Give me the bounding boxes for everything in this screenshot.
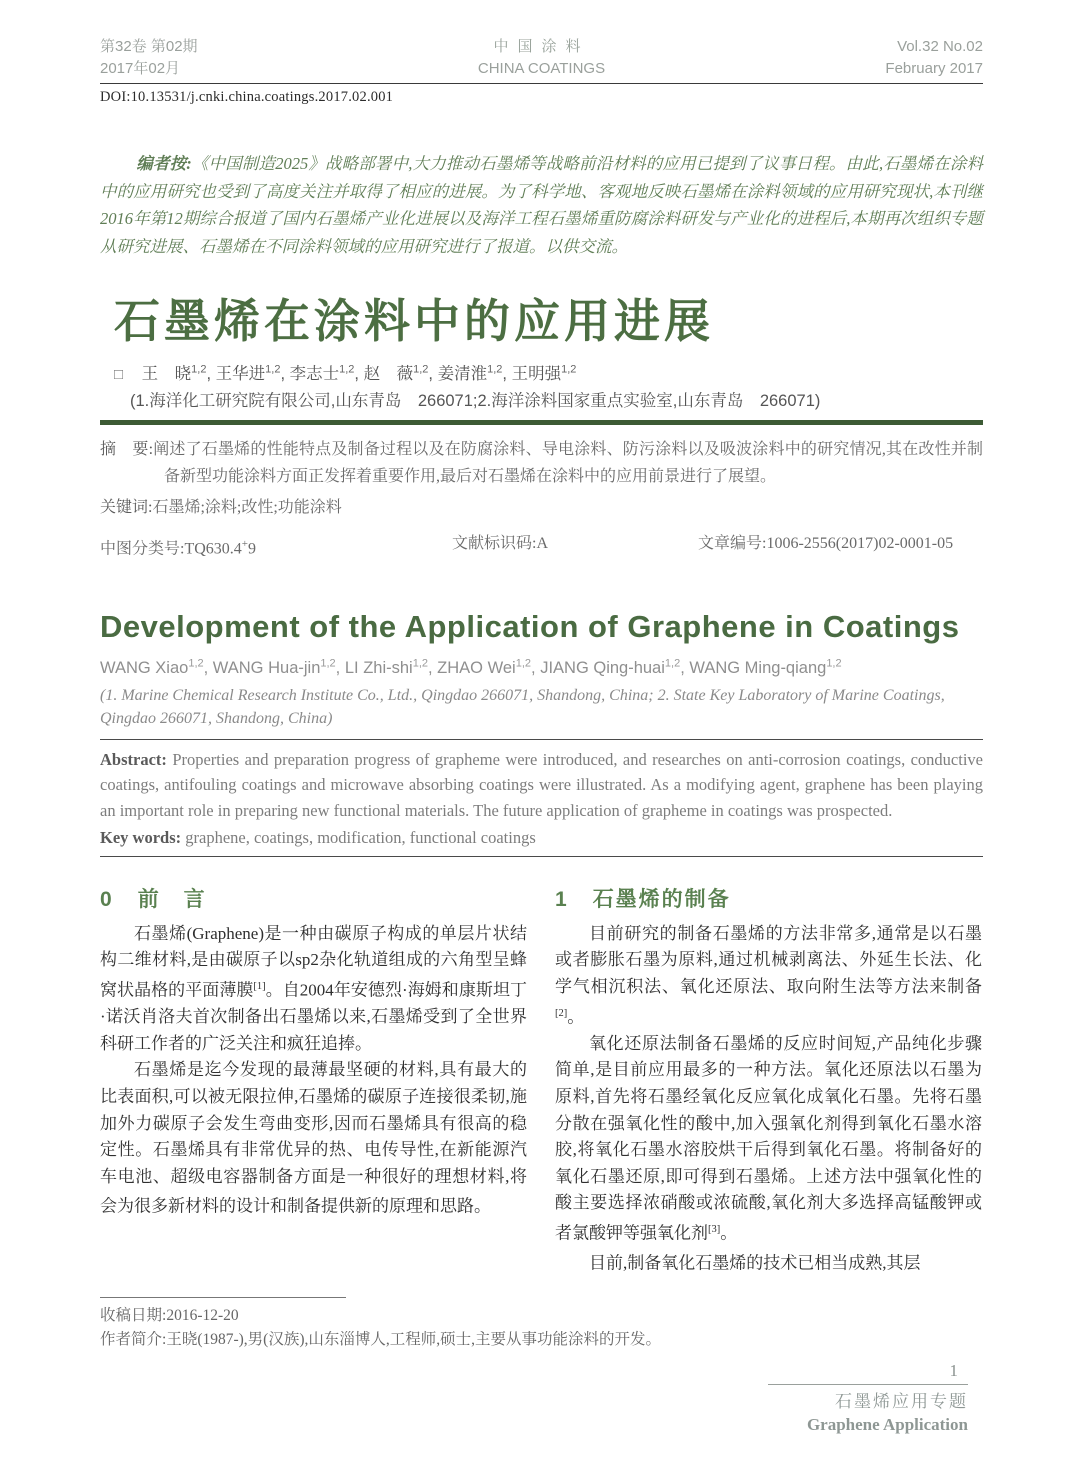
author-en: JIANG Qing-huai$^{1,2}$, [540,657,690,677]
article-title-en: Development of the Application of Graphene in Coatings [100,609,960,645]
page-footer [768,1360,968,1436]
editor-note [100,150,983,260]
date-cn: 2017年02月 [100,60,181,77]
abstract-en: Abstract: Properties and preparation progress of grapheme were introduced, and researches on anti-corrosion coatings, conductive coatings, antifouling coatings and microwave absorbing coatings were illustrated. As a modifying agent, graphene has been playing an important role in preparing new functional materials. The future application of grapheme in coatings was prospected. [100,749,983,820]
affiliation-cn: (1.海洋化工研究院有限公司,山东青岛 266071;2.海洋涂料国家重点实验室,山东青岛 266071) [130,392,821,410]
topic-cn: 石墨烯应用专题 [835,1392,968,1411]
topic-en: Graphene Application [806,1415,968,1434]
author-cn: 姜清淮$^{1,2}$, [437,363,507,383]
volume-issue-en: Vol.32 No.02 [897,38,983,55]
clc-number: 中图分类号:TQ630.4+9 [100,537,256,557]
doi: DOI:10.13531/j.cnki.china.coatings.2017.02.001 [100,89,394,105]
footnote-rule [100,1297,346,1298]
journal-header [100,36,983,84]
date-en: February 2017 [885,60,983,77]
paragraph: 目前研究的制备石墨烯的方法非常多,通常是以石墨或者膨胀石墨为原料,通过机械剥离法、外延生长法、化学气相沉积法、氧化还原法、取向附生法等方法来制备[2]。 [555,923,982,1027]
author-en: WANG Ming-qiang$^{1,2}$ [689,657,842,677]
authors-cn [100,360,983,384]
footnote-block [100,1297,800,1352]
paragraph: 氧化还原法制备石墨烯的反应时间短,产品纯化步骤简单,是目前应用最多的一种方法。氧化还原法以石墨为原料,首先将石墨经氧化反应氧化成氧化石墨。先将石墨分散在强氧化性的酸中,加入强氧化剂得到氧化石墨水溶胶,将氧化石墨水溶胶烘干后得到氧化石墨。将制备好的氧化石墨还原,即可得到石墨烯。上述方法中强氧化性的酸主要选择浓硝酸或浓硫酸,氧化剂大多选择高锰酸钾或者氯酸钾等强氧化剂[3]。 [555,1033,982,1243]
author-en: ZHAO Wei$^{1,2}$, [437,657,541,677]
article-id: 文章编号:1006-2556(2017)02-0001-05 [698,534,954,552]
title-divider-bar [100,420,983,425]
journal-name-en: CHINA COATINGS [477,60,606,77]
section-heading-0: 0 前 言 [100,887,207,911]
received-date: 收稿日期:2016-12-20 [100,1307,239,1324]
author-marker-icon: □ [114,366,124,383]
abstract-cn: 摘 要:阐述了石墨烯的性能特点及制备过程以及在防腐涂料、导电涂料、防污涂料以及吸波涂料中的研究情况,其在改性并制备新型功能涂料方面正发挥着重要作用,最后对石墨烯在涂料中的应用前景进行了展望。 [100,441,983,485]
article-meta-row [100,531,983,563]
header-left [100,36,198,80]
abstract-block-cn [100,437,983,562]
keywords-en: Key words: graphene, coatings, modification, functional coatings [100,828,536,848]
header-center [478,36,605,80]
editor-note-label: 编者按: [136,154,192,173]
document-code: 文献标识码:A [452,534,549,552]
authors-en [100,657,983,678]
author-cn: 赵 薇$^{1,2}$, [363,363,433,383]
volume-issue-cn: 第32卷 第02期 [100,38,198,55]
header-right [885,36,983,80]
page-number: 1 [949,1361,958,1380]
body-columns [100,887,983,1285]
article-title-cn: 石墨烯在涂料中的应用进展 [114,295,714,347]
section-heading-1: 1 石墨烯的制备 [555,887,731,911]
author-cn: 王华进$^{1,2}$, [215,363,286,383]
journal-name-cn: 中国涂料 [493,38,590,55]
author-cn: 王明强$^{1,2}$ [511,363,577,383]
author-cn: 王 晓$^{1,2}$, [141,363,212,383]
author-en: LI Zhi-shi$^{1,2}$, [344,657,438,677]
editor-note-text: 《中国制造2025》战略部署中,大力推动石墨烯等战略前沿材料的应用已提到了议事日程。由此,石墨烯在涂料中的应用研究也受到了高度关注并取得了相应的进展。为了科学地、客观地反映石墨烯在涂料领域的应用研究现状,本刊继2016年第12期综合报道了国内石墨烯产业化进展以及海洋工程石墨烯重防腐涂料研发与产业化的进程后,本期再次组织专题从研究进展、石墨烯在不同涂料领域的应用研究进行了报道。以供交流。 [100,154,984,256]
left-column [100,887,527,1285]
right-column [555,887,982,1285]
author-en: WANG Xiao$^{1,2}$, [100,657,213,677]
author-bio: 作者简介:王晓(1987-),男(汉族),山东淄博人,工程师,硕士,主要从事功能涂料的开发。 [100,1331,661,1348]
keywords-cn: 关键词:石墨烯;涂料;改性;功能涂料 [100,499,342,516]
paragraph: 石墨烯是迄今发现的最薄最坚硬的材料,具有最大的比表面积,可以被无限拉伸,石墨烯的碳原子连接很柔韧,施加外力碳原子会发生弯曲变形,因而石墨烯具有很高的稳定性。石墨烯具有非常优异的热、电传导性,在新能源汽车电池、超级电容器制备方面是一种很好的理想材料,将会为很多新材料的设计和制备提供新的原理和思路。 [100,1060,527,1217]
abstract-block-en [100,739,983,857]
page-footer-rule [768,1384,968,1385]
paragraph: 目前,制备氧化石墨烯的技术已相当成熟,其层 [589,1253,921,1273]
affiliation-en: (1. Marine Chemical Research Institute Co., Ltd., Qingdao 266071, Shandong, China; 2. State Key Laboratory of Marine Coatings, Qingdao 266071, Shandong, China) [100,686,945,727]
author-cn: 李志士$^{1,2}$, [289,363,360,383]
author-en: WANG Hua-jin$^{1,2}$, [212,657,345,677]
paragraph: 石墨烯(Graphene)是一种由碳原子构成的单层片状结构二维材料,是由碳原子以sp2杂化轨道组成的六角型呈蜂窝状晶格的平面薄膜[1]。自2004年安德烈·海姆和康斯坦丁·诺沃肖洛夫首次制备出石墨烯以来,石墨烯受到了全世界科研工作者的广泛关注和疯狂追捧。 [100,923,527,1053]
